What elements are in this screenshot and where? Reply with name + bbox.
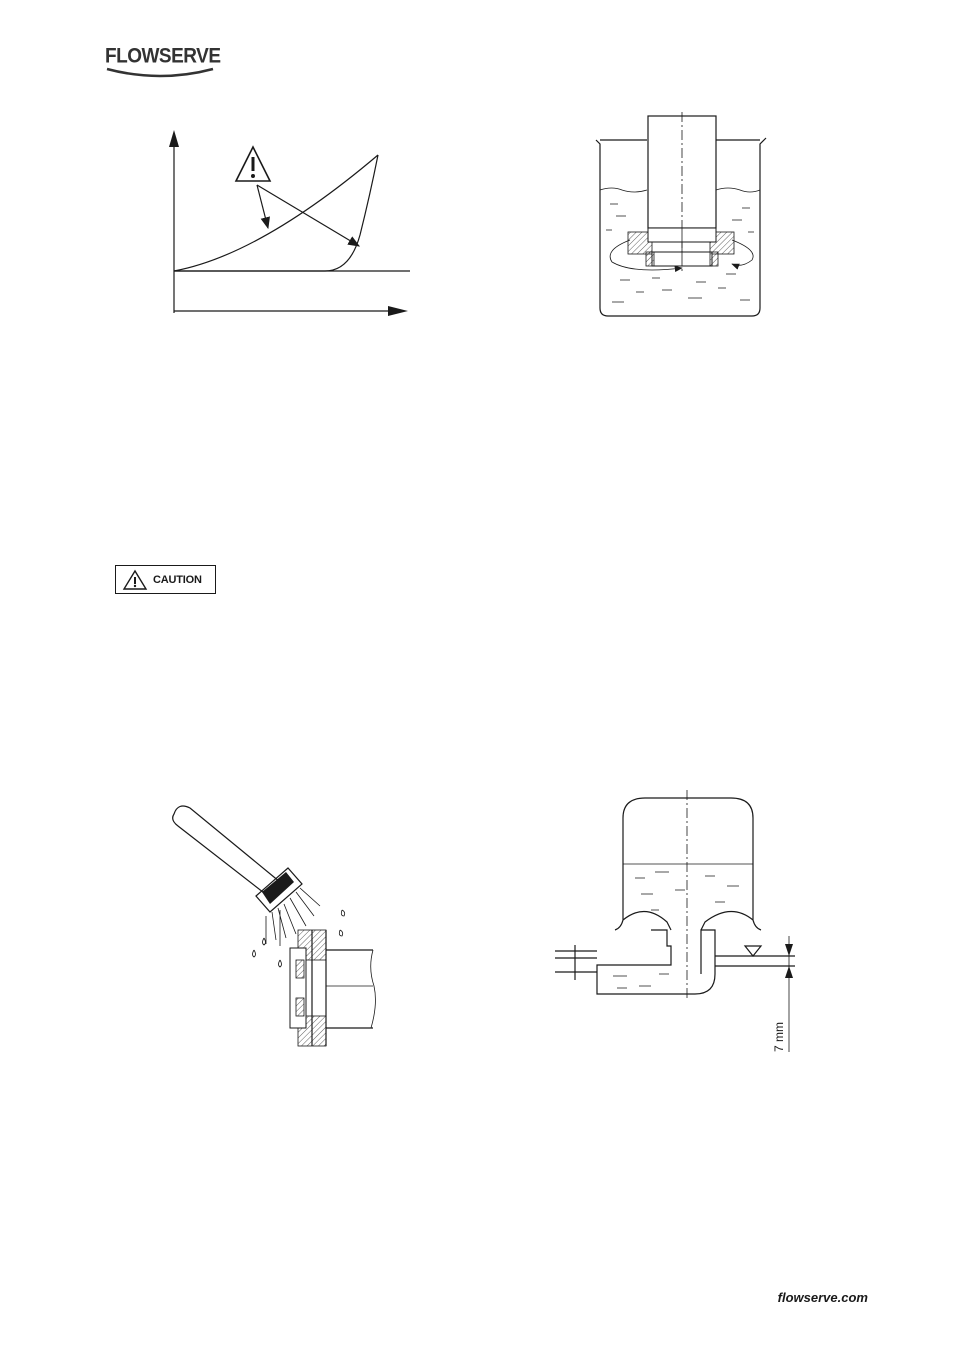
curve-steep (174, 155, 378, 271)
y-axis-arrow (169, 130, 179, 147)
brush-handle (173, 806, 280, 896)
logo-text: FLOWSERVE (105, 45, 221, 69)
warning-pointer-1 (257, 185, 268, 228)
dimension-label: 7 mm (772, 1022, 786, 1052)
bearing (628, 228, 734, 266)
warning-triangle-icon (121, 569, 149, 591)
figure-brush-lubrication (168, 800, 383, 1055)
warning-triangle-icon (236, 147, 270, 181)
warning-pointer-2 (257, 185, 359, 246)
footer-website[interactable]: flowserve.com (777, 1290, 868, 1305)
figure-oil-level (555, 790, 825, 1060)
figure-temperature-curve (160, 125, 420, 325)
caution-label-box (115, 565, 216, 594)
outlet-elbow (597, 930, 715, 994)
oil-surface-right (716, 188, 760, 192)
x-axis-arrow (388, 306, 408, 316)
figure-oil-bath (592, 112, 772, 322)
level-symbol (745, 946, 761, 956)
bearing-on-shaft (290, 930, 375, 1046)
reservoir-outline-left (615, 850, 623, 930)
curve-gradual (174, 155, 378, 271)
oil-surface-left (600, 188, 647, 192)
flowserve-logo (105, 45, 220, 81)
caution-text: CAUTION (153, 574, 202, 586)
flowserve-swoosh-icon (105, 67, 215, 81)
flow-arrow-right (732, 240, 753, 265)
